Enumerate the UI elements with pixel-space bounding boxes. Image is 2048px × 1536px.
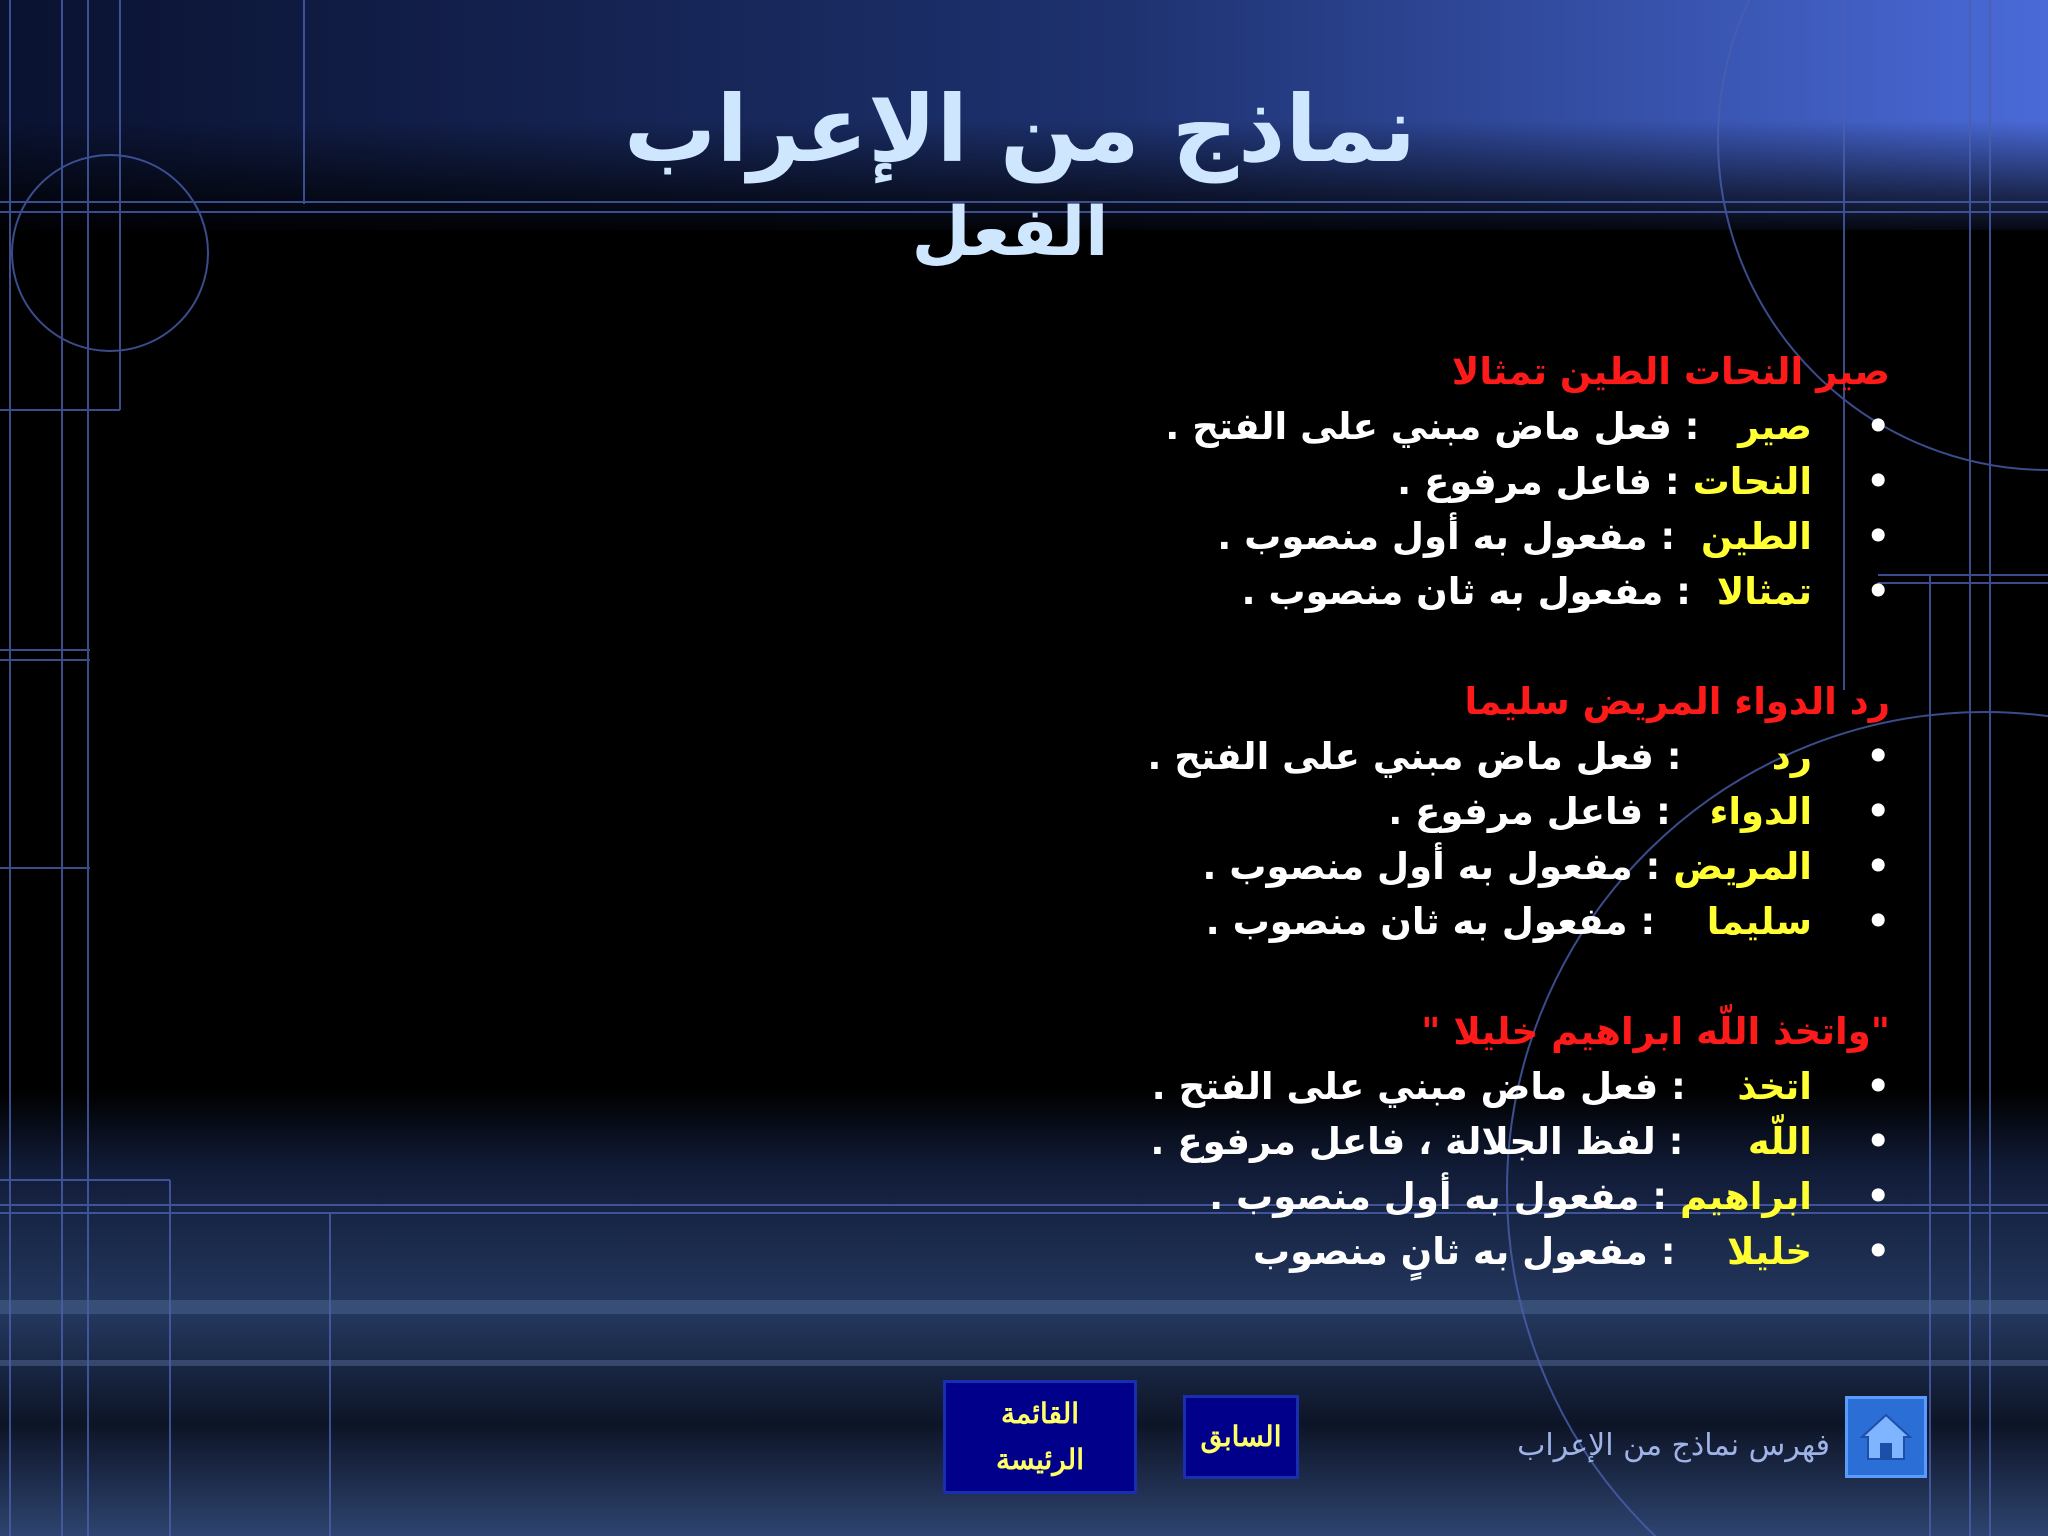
parse-item bbox=[300, 564, 1890, 619]
parsed-word: تمثالا bbox=[1716, 570, 1812, 613]
spacer bbox=[1675, 515, 1701, 558]
spacer bbox=[1680, 460, 1693, 503]
parse-item bbox=[300, 729, 1890, 784]
index-link[interactable]: فهرس نماذج من الإعراب bbox=[1517, 1428, 1830, 1463]
spacer bbox=[1671, 790, 1710, 833]
example-sentence: رد الدواء المريض سليما bbox=[1464, 680, 1890, 723]
bullet: • bbox=[1866, 1230, 1890, 1273]
bullet: • bbox=[1866, 405, 1890, 448]
parse-item bbox=[300, 1059, 1890, 1114]
parsed-word: اتخذ bbox=[1737, 1065, 1812, 1108]
parse-description: : فعل ماض مبني على الفتح . bbox=[1165, 405, 1700, 448]
home-icon bbox=[1858, 1409, 1914, 1465]
parsed-word: المريض bbox=[1673, 845, 1812, 888]
main-menu-label-line2: الرئيسة bbox=[996, 1443, 1084, 1476]
parse-description: : فعل ماض مبني على الفتح . bbox=[1151, 1065, 1686, 1108]
spacer bbox=[1682, 735, 1772, 778]
spacer bbox=[1667, 1175, 1680, 1218]
parse-item bbox=[300, 454, 1890, 509]
parsed-word: ابراهيم bbox=[1679, 1175, 1812, 1218]
bullet: • bbox=[1866, 845, 1890, 888]
previous-button[interactable]: السابق bbox=[1183, 1395, 1299, 1479]
bullet: • bbox=[1866, 790, 1890, 833]
parsed-word: رد bbox=[1771, 735, 1812, 778]
slide-title: نماذج من الإعراب bbox=[623, 76, 1417, 183]
parsed-word: خليلا bbox=[1727, 1230, 1812, 1273]
slide-subtitle: الفعل bbox=[911, 193, 1109, 272]
parse-item bbox=[300, 1224, 1890, 1279]
bullet: • bbox=[1866, 1175, 1890, 1218]
parse-description: : مفعول به أول منصوب . bbox=[1209, 1175, 1668, 1218]
parsed-word: النحات bbox=[1692, 460, 1812, 503]
spacer bbox=[1676, 1230, 1728, 1273]
parse-item bbox=[300, 839, 1890, 894]
example-group-3 bbox=[300, 1004, 1890, 1279]
parse-item bbox=[300, 894, 1890, 949]
bullet: • bbox=[1866, 1120, 1890, 1163]
main-menu-button[interactable] bbox=[943, 1380, 1137, 1494]
bullet: • bbox=[1866, 1065, 1890, 1108]
parse-item bbox=[300, 784, 1890, 839]
home-button[interactable] bbox=[1845, 1396, 1927, 1478]
parse-item bbox=[300, 1114, 1890, 1169]
parsed-word: صير bbox=[1738, 405, 1812, 448]
parse-description: : فاعل مرفوع . bbox=[1388, 790, 1671, 833]
example-group-1 bbox=[300, 344, 1890, 619]
parse-description: : فاعل مرفوع . bbox=[1397, 460, 1680, 503]
parsed-word: الطين bbox=[1700, 515, 1812, 558]
parsed-word: اللّه bbox=[1747, 1120, 1812, 1163]
parsed-word: سليما bbox=[1706, 900, 1812, 943]
bullet: • bbox=[1866, 735, 1890, 778]
parse-description: : مفعول به ثان منصوب . bbox=[1205, 900, 1656, 943]
parsing-examples bbox=[300, 344, 1890, 1279]
spacer bbox=[1699, 405, 1738, 448]
parse-description: : مفعول به ثانٍ منصوب bbox=[1252, 1230, 1676, 1273]
parse-description: : مفعول به أول منصوب . bbox=[1217, 515, 1676, 558]
parse-item bbox=[300, 509, 1890, 564]
spacer bbox=[1683, 1120, 1747, 1163]
spacer bbox=[1691, 570, 1717, 613]
parse-description: : لفظ الجلالة ، فاعل مرفوع . bbox=[1150, 1120, 1684, 1163]
parse-item bbox=[300, 1169, 1890, 1224]
spacer bbox=[1686, 1065, 1738, 1108]
bullet: • bbox=[1866, 515, 1890, 558]
bullet: • bbox=[1866, 460, 1890, 503]
example-group-2 bbox=[300, 674, 1890, 949]
bullet: • bbox=[1866, 900, 1890, 943]
parsed-word: الدواء bbox=[1709, 790, 1812, 833]
parse-item bbox=[300, 399, 1890, 454]
bullet: • bbox=[1866, 570, 1890, 613]
spacer bbox=[1660, 845, 1673, 888]
spacer bbox=[1655, 900, 1707, 943]
example-sentence: "واتخذ اللّه ابراهيم خليلا " bbox=[1421, 1010, 1890, 1053]
main-menu-label-line1: القائمة bbox=[1001, 1397, 1079, 1430]
parse-description: : مفعول به ثان منصوب . bbox=[1241, 570, 1691, 613]
parse-description: : مفعول به أول منصوب . bbox=[1202, 845, 1661, 888]
parse-description: : فعل ماض مبني على الفتح . bbox=[1147, 735, 1682, 778]
example-sentence: صير النحات الطين تمثالا bbox=[1451, 350, 1890, 393]
